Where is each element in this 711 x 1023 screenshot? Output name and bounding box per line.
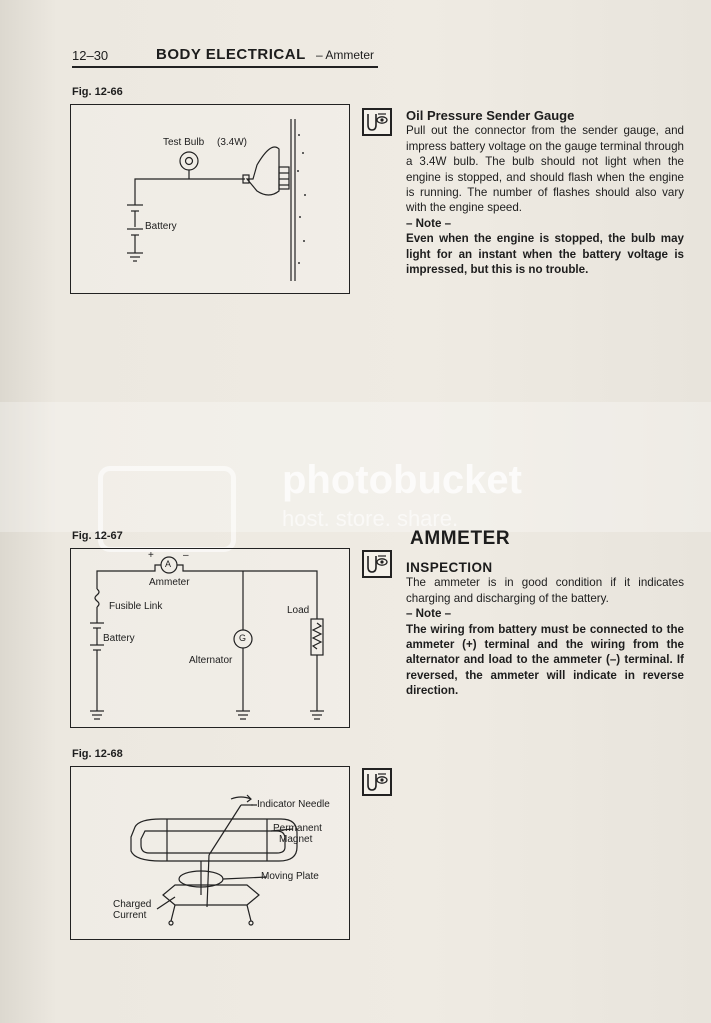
current-label: Current	[113, 910, 147, 921]
test-bulb-label: Test Bulb	[163, 137, 205, 148]
fig-12-66-diagram	[70, 104, 350, 294]
charged-label: Charged	[113, 899, 152, 910]
test-bulb-spec: (3.4W)	[217, 137, 247, 148]
inspection-icon-2	[362, 550, 392, 578]
magnifier-eye-icon	[365, 553, 389, 575]
header-rule	[72, 66, 378, 68]
magnet-label: Magnet	[279, 834, 313, 845]
section-title: BODY ELECTRICAL	[156, 46, 306, 63]
moving-plate-label: Moving Plate	[261, 871, 319, 882]
ammeter-body: The ammeter is in good condition if it indicates charging and discharging of the battery.	[406, 576, 684, 605]
ammeter-label: Ammeter	[149, 577, 190, 588]
ammeter-note-label: – Note –	[406, 607, 452, 621]
alternator-symbol: G	[239, 633, 247, 643]
battery-label: Battery	[145, 221, 177, 232]
oil-pressure-section	[406, 108, 684, 277]
watermark-subtext: host. store. share.	[282, 506, 459, 531]
fig-12-66-label: Fig. 12-66	[72, 86, 123, 98]
battery-label-67: Battery	[103, 633, 135, 644]
page-number: 12–30	[72, 48, 109, 63]
ammeter-note: The wiring from battery must be connected to the ammeter (+) terminal and the wiring from the alternator and load to the ammeter (–) terminal. If reversed, the ammeter will indicate in reverse direction.	[406, 622, 684, 698]
inspection-icon	[362, 108, 392, 136]
ammeter-minus-label: –	[183, 550, 189, 561]
oil-sender-test-circuit	[71, 105, 349, 293]
oil-pressure-body: Pull out the connector from the sender gauge, and impress battery voltage on the gauge terminal through a 3.4W bulb. The bulb should not light when the engine is stopped, and should flash when the engine is running. The number of flashes should also vary with the engine speed.	[406, 124, 684, 215]
fusible-link-label: Fusible Link	[109, 601, 163, 612]
magnifier-eye-icon	[365, 111, 389, 133]
alternator-label: Alternator	[189, 655, 233, 666]
watermark-text: photobucket	[282, 458, 522, 502]
oil-pressure-heading: Oil Pressure Sender Gauge	[406, 108, 575, 123]
permanent-label: Permanent	[273, 823, 322, 834]
ammeter-title: AMMETER	[410, 528, 511, 549]
fig-12-67-label: Fig. 12-67	[72, 530, 123, 542]
ammeter-symbol: A	[165, 559, 172, 569]
fig-12-67-diagram	[70, 548, 350, 728]
section-subtitle: – Ammeter	[316, 48, 375, 62]
oil-pressure-note: Even when the engine is stopped, the bulb may light for an instant when the battery voltage is impressed, but this is no trouble.	[406, 232, 684, 277]
ammeter-inspection-heading: INSPECTION	[406, 560, 493, 575]
ammeter-plus-label: +	[148, 550, 154, 561]
inspection-icon-3	[362, 768, 392, 796]
oil-pressure-note-label: – Note –	[406, 216, 452, 230]
fig-12-68-diagram	[70, 766, 350, 940]
page-header	[72, 46, 402, 66]
load-label: Load	[287, 605, 310, 616]
fig-12-68-label: Fig. 12-68	[72, 748, 123, 760]
ammeter-section	[406, 560, 684, 699]
indicator-needle-label: Indicator Needle	[257, 799, 330, 810]
magnifier-eye-icon	[365, 771, 389, 793]
